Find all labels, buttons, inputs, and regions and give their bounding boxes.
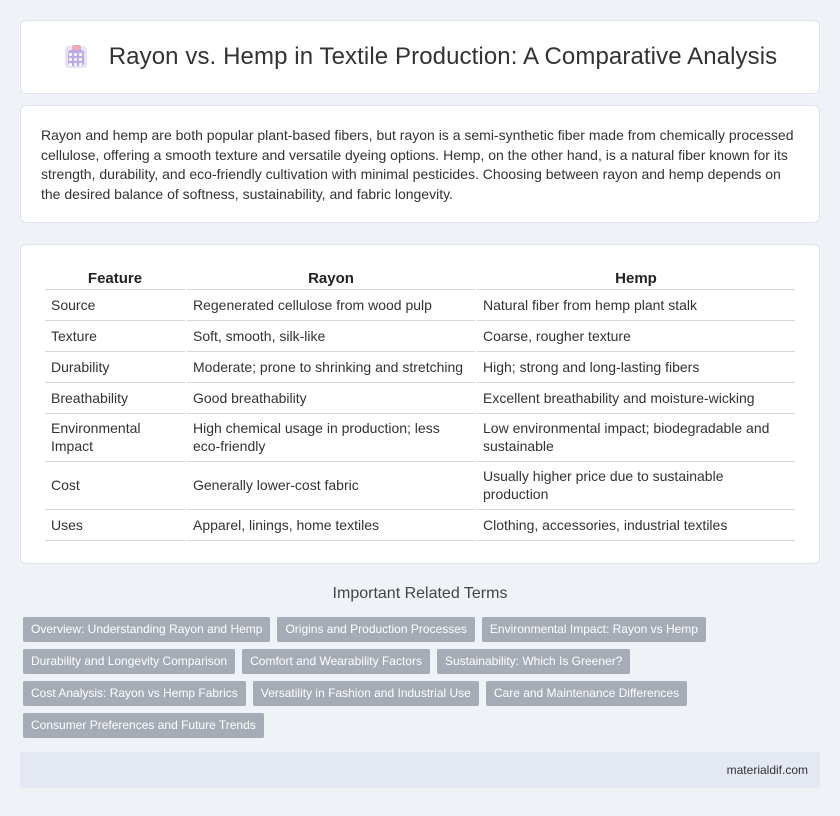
- intro-paragraph: Rayon and hemp are both popular plant-based fibers, but rayon is a semi-synthetic fiber made from chemically processed cellulose, offering a smooth texture and versatile dyeing options. Hemp, on the other hand, is a natural fiber known for its strength, durability, and eco-friendly cultivation with minimal pesticides. Choosing between rayon and hemp depends on the desired balance of softness, sustainability, and fabric longevity.: [41, 127, 794, 202]
- related-terms-tags: [23, 617, 723, 738]
- intro-card: [20, 105, 820, 223]
- table-cell-hemp: Natural fiber from hemp plant stalk: [477, 290, 795, 321]
- table-cell-feature: Breathability: [45, 383, 185, 414]
- table-header-row: [45, 267, 795, 290]
- related-term-tag[interactable]: Overview: Understanding Rayon and Hemp: [23, 617, 270, 642]
- related-term-tag[interactable]: Environmental Impact: Rayon vs Hemp: [482, 617, 706, 642]
- related-term-tag[interactable]: Sustainability: Which Is Greener?: [437, 649, 630, 674]
- comparison-table: [43, 267, 797, 541]
- table-cell-hemp: High; strong and long-lasting fibers: [477, 352, 795, 383]
- related-term-tag[interactable]: Versatility in Fashion and Industrial Use: [253, 681, 479, 706]
- table-cell-rayon: Moderate; prone to shrinking and stretching: [187, 352, 475, 383]
- title-card: [20, 20, 820, 94]
- table-row: [45, 414, 795, 462]
- footer-site-link[interactable]: materialdif.com: [726, 763, 808, 777]
- table-cell-hemp: Usually higher price due to sustainable production: [477, 462, 795, 510]
- page-title: Rayon vs. Hemp in Textile Production: A Comparative Analysis: [108, 43, 778, 70]
- header-rayon: Rayon: [187, 267, 475, 290]
- table-row: [45, 352, 795, 383]
- table-row: [45, 321, 795, 352]
- table-cell-feature: Cost: [45, 462, 185, 510]
- table-cell-rayon: High chemical usage in production; less eco-friendly: [187, 414, 475, 462]
- table-cell-rayon: Soft, smooth, silk-like: [187, 321, 475, 352]
- table-cell-hemp: Excellent breathability and moisture-wicking: [477, 383, 795, 414]
- table-cell-feature: Texture: [45, 321, 185, 352]
- table-row: [45, 462, 795, 510]
- comparison-table-card: [20, 244, 820, 564]
- table-cell-rayon: Apparel, linings, home textiles: [187, 510, 475, 541]
- table-row: [45, 290, 795, 321]
- table-cell-feature: Source: [45, 290, 185, 321]
- table-cell-feature: Uses: [45, 510, 185, 541]
- related-term-tag[interactable]: Consumer Preferences and Future Trends: [23, 713, 264, 738]
- table-cell-rayon: Good breathability: [187, 383, 475, 414]
- table-cell-hemp: Coarse, rougher texture: [477, 321, 795, 352]
- table-row: [45, 510, 795, 541]
- related-term-tag[interactable]: Care and Maintenance Differences: [486, 681, 687, 706]
- related-term-tag[interactable]: Origins and Production Processes: [277, 617, 474, 642]
- table-cell-feature: Durability: [45, 352, 185, 383]
- footer: [20, 752, 820, 788]
- table-cell-feature: Environmental Impact: [45, 414, 185, 462]
- header-feature: Feature: [45, 267, 185, 290]
- table-row: [45, 383, 795, 414]
- related-term-tag[interactable]: Cost Analysis: Rayon vs Hemp Fabrics: [23, 681, 246, 706]
- table-cell-rayon: Regenerated cellulose from wood pulp: [187, 290, 475, 321]
- document-icon: [63, 44, 89, 70]
- title-wrap: [63, 43, 778, 71]
- table-cell-hemp: Clothing, accessories, industrial textiles: [477, 510, 795, 541]
- table-cell-hemp: Low environmental impact; biodegradable and sustainable: [477, 414, 795, 462]
- header-hemp: Hemp: [477, 267, 795, 290]
- related-term-tag[interactable]: Comfort and Wearability Factors: [242, 649, 430, 674]
- table-cell-rayon: Generally lower-cost fabric: [187, 462, 475, 510]
- related-term-tag[interactable]: Durability and Longevity Comparison: [23, 649, 235, 674]
- related-terms-heading: Important Related Terms: [332, 585, 508, 602]
